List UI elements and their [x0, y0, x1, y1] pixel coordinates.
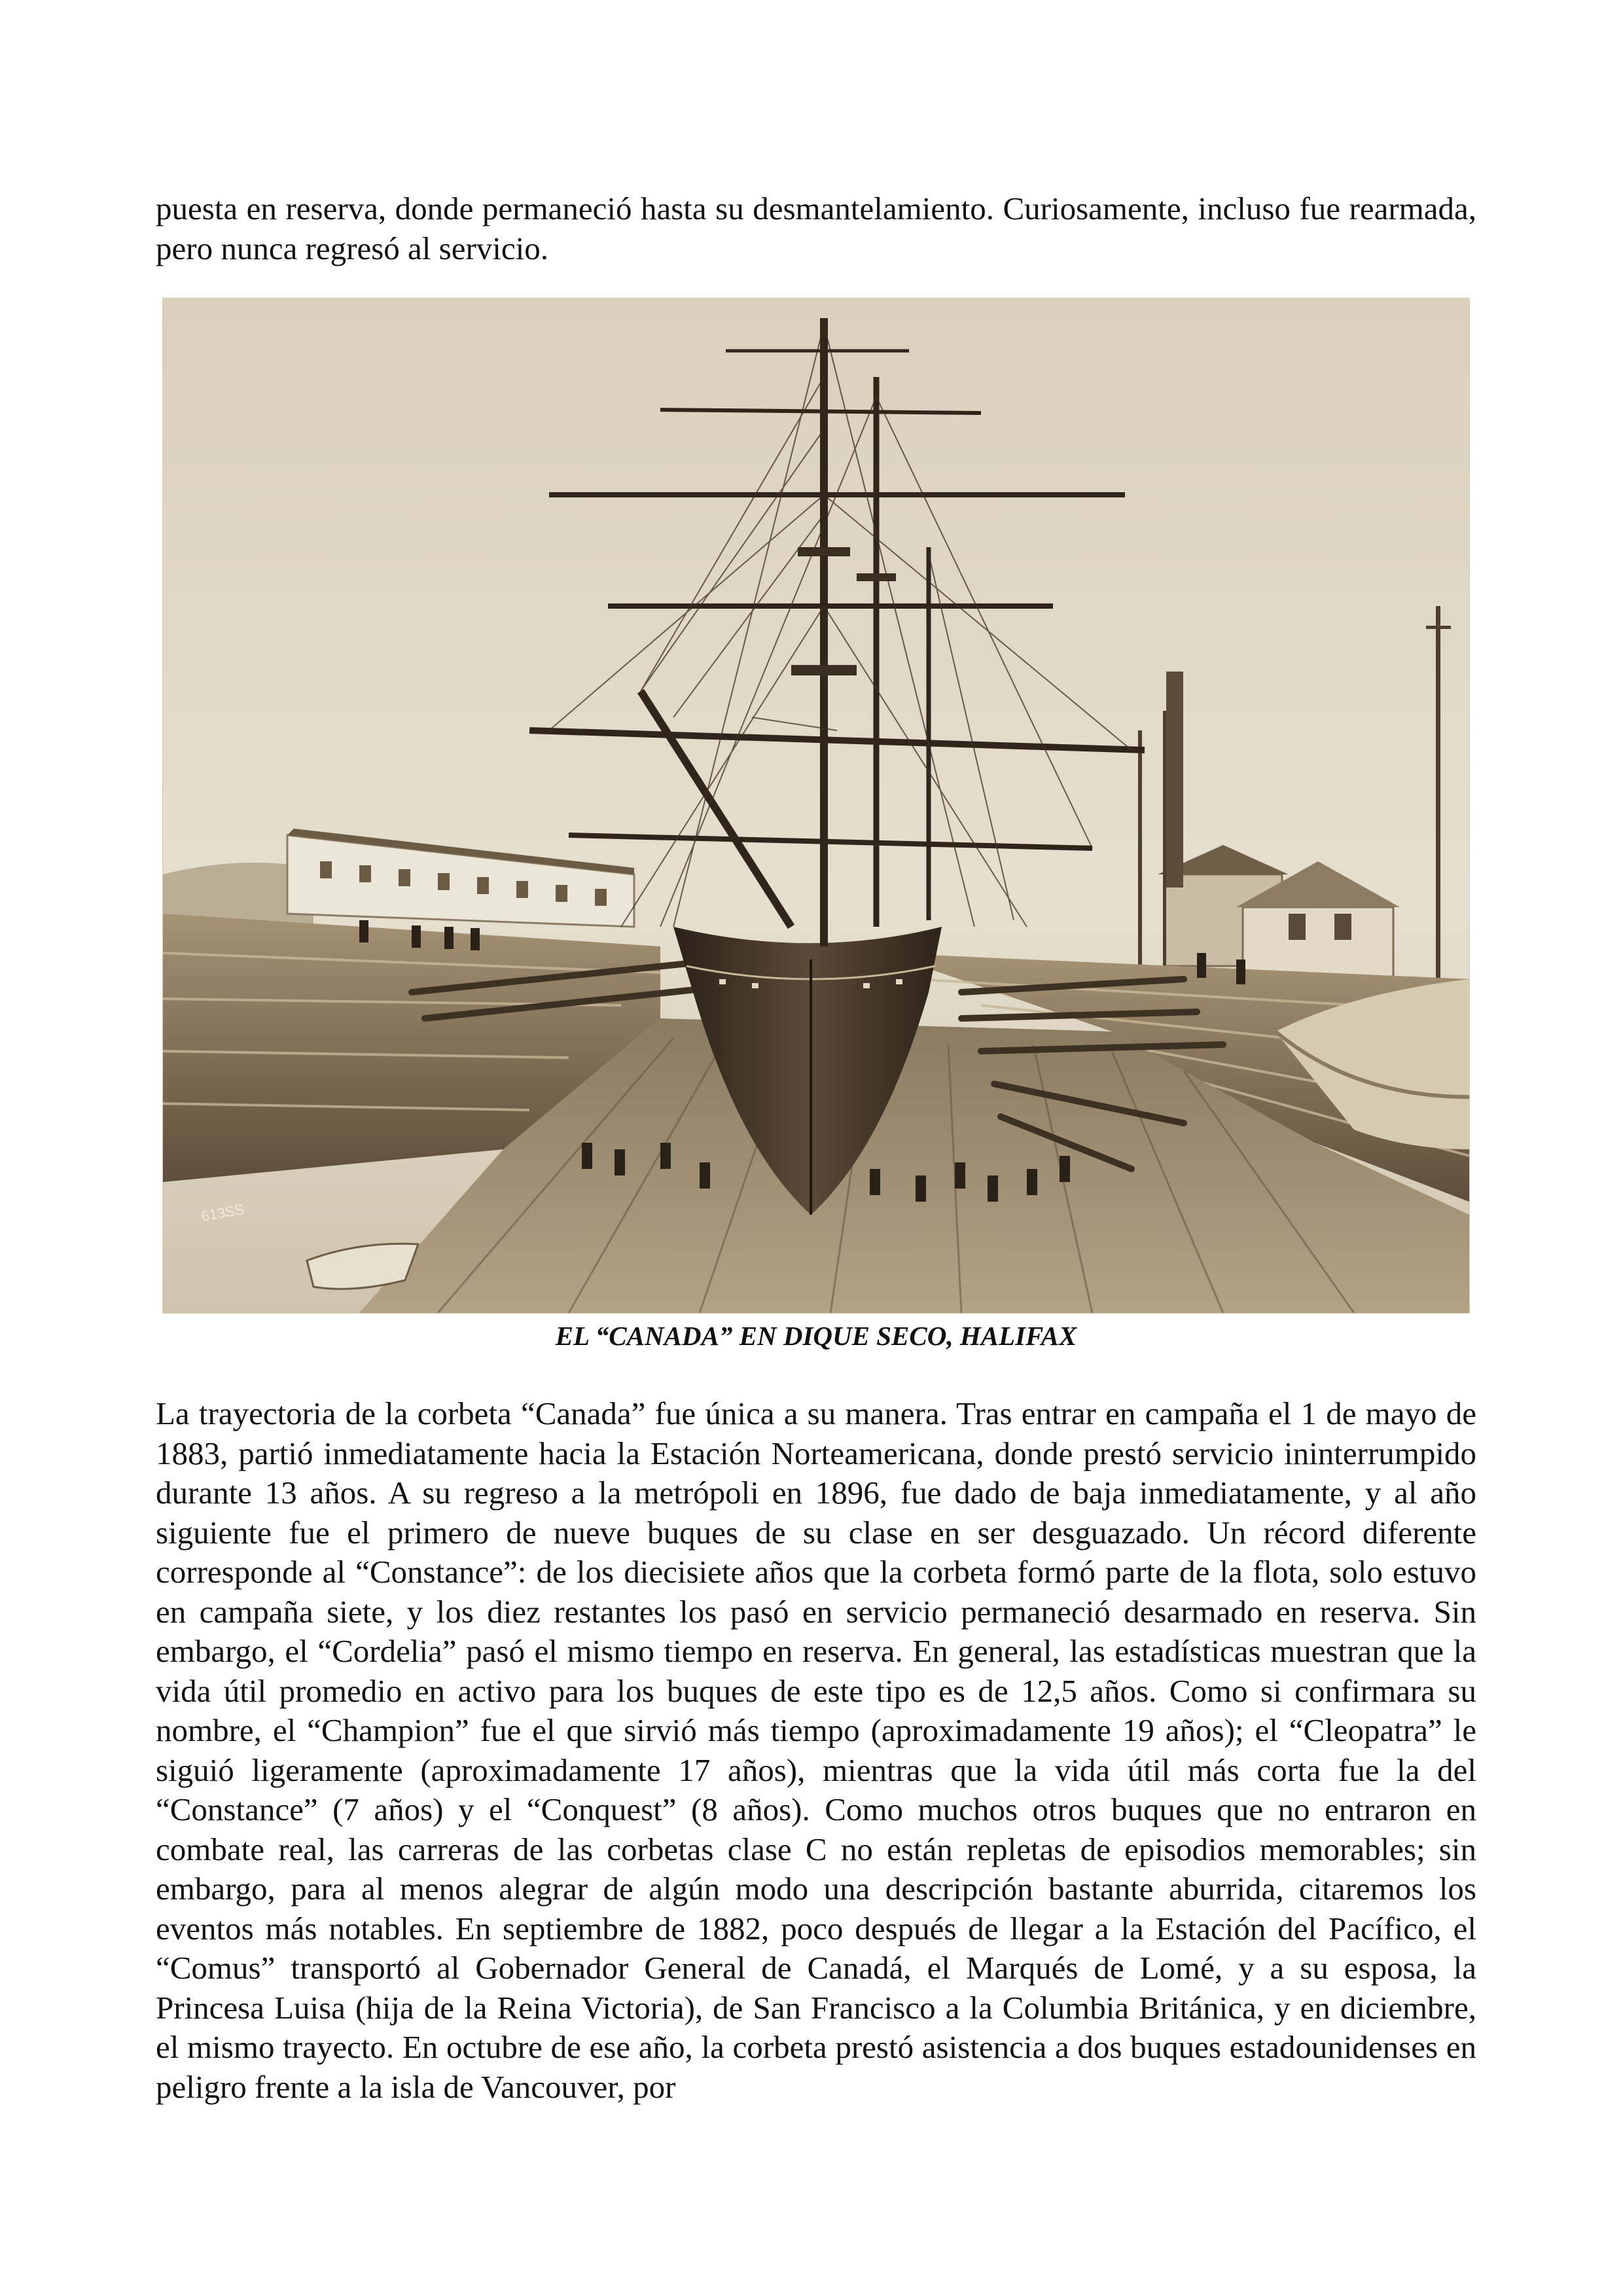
ship-photograph — [163, 298, 1469, 1313]
paragraph-top: puesta en reserva, donde permaneció hasta su desmantelamiento. Curiosamente, incluso fue rearmada, pero nunca regresó al servicio. — [156, 190, 1476, 266]
figure-caption: EL “CANADA” EN DIQUE SECO, HALIFAX — [555, 1321, 1077, 1351]
paragraph-main: La trayectoria de la corbeta “Canada” fue única a su manera. Tras entrar en campaña el 1 de mayo de 1883, partió inmediatamente hacia la Estación Norteamericana, donde prestó servicio ininterrumpido durante 13 años. A su regreso a la metrópoli en 1896, fue dado de baja inmediatamente, y al año siguiente fue el primero de nueve buques de su clase en ser desguazado. Un récord diferente corresponde al “Constance”: de los diecisiete años que la corbeta formó parte de la flota, solo estuvo en campaña siete, y los diez restantes los pasó en servicio permaneció desarmado en reserva. Sin embargo, el “Cordelia” pasó el mismo tiempo en reserva. En general, las estadísticas muestran que la vida útil promedio en activo para los buques de este tipo es de 12,5 años. Como si confirmara su nombre, el “Champion” fue el que sirvió más tiempo (aproximadamente 19 años); el “Cleopatra” le siguió ligeramente (aproximadamente 17 años), mientras que la vida útil más corta fue la del “Constance” (7 años) y el “Conquest” (8 años). Como muchos otros buques que no entraron en combate real, las carreras de las corbetas clase C no están repletas de episodios memorables; sin embargo, para al menos alegrar de algún modo una descripción bastante aburrida, citaremos los eventos más notables. En septiembre de 1882, poco después de llegar a la Estación del Pacífico, el “Comus” transportó al Gobernador General de Canadá, el Marqués de Lomé, y a su esposa, la Princesa Luisa (hija de la Reina Victoria), de San Francisco a la Columbia Británica, y en diciembre, el mismo trayecto. En octubre de ese año, la corbeta prestó asistencia a dos buques estadounidenses en peligro frente a la isla de Vancouver, por — [156, 1395, 1476, 2105]
negative-number: 613SS — [200, 1200, 245, 1225]
